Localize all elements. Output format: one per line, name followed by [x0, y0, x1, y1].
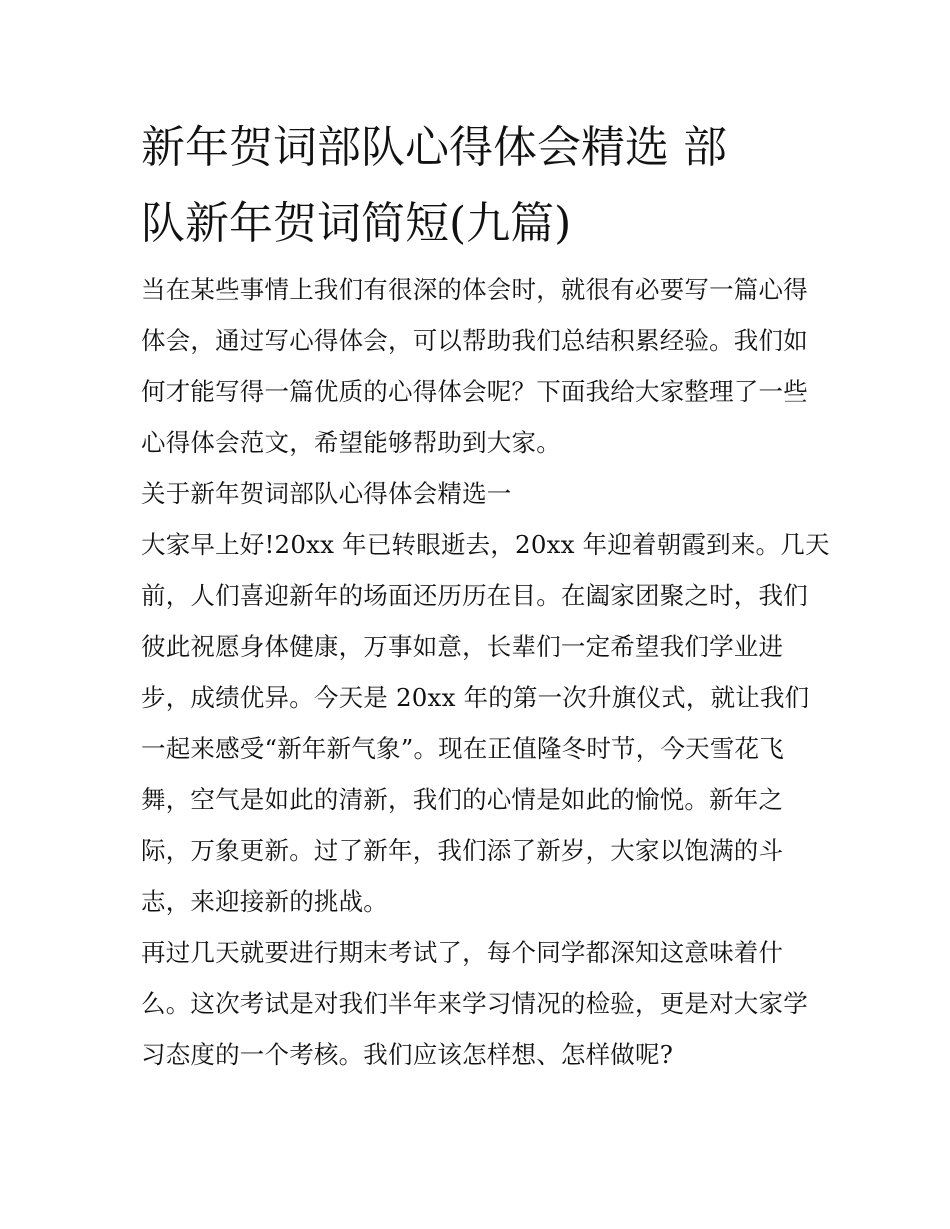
document-title: [141, 110, 813, 262]
paragraph1-line-8: 志，来迎接新的挑战。: [141, 887, 388, 916]
intro-line-3: 何才能写得一篇优质的心得体会呢？下面我给大家整理了一些: [141, 377, 808, 406]
paragraph1-line-2: 前，人们喜迎新年的场面还历历在目。在阖家团聚之时，我们: [141, 581, 808, 610]
paragraph1-line-6: 舞，空气是如此的清新，我们的心情是如此的愉悦。新年之: [141, 785, 784, 814]
intro-paragraph: [141, 264, 813, 468]
intro-line-2: 体会，通过写心得体会，可以帮助我们总结积累经验。我们如: [141, 326, 808, 355]
paragraph2-line-2: 么。这次考试是对我们半年来学习情况的检验，更是对大家学: [141, 989, 808, 1018]
body-paragraph-2: [141, 927, 813, 1080]
paragraph1-line-1: 大家早上好!20xx 年已转眼逝去，20xx 年迎着朝霞到来。几天: [141, 530, 830, 559]
paragraph2-line-3: 习态度的一个考核。我们应该怎样想、怎样做呢?: [141, 1040, 674, 1069]
title-line-2: 队新年贺词简短(九篇): [141, 198, 572, 249]
paragraph1-line-4: 步，成绩优异。今天是 20xx 年的第一次升旗仪式，就让我们: [141, 683, 810, 712]
body-paragraph-1: [141, 519, 830, 927]
intro-line-1: 当在某些事情上我们有很深的体会时，就很有必要写一篇心得: [141, 275, 808, 304]
section-heading: 关于新年贺词部队心得体会精选一: [141, 479, 512, 508]
paragraph1-line-5: 一起来感受“新年新气象”。现在正值隆冬时节，今天雪花飞: [141, 734, 784, 763]
title-line-1: 新年贺词部队心得体会精选 部: [141, 122, 727, 173]
paragraph2-line-1: 再过几天就要进行期末考试了，每个同学都深知这意味着什: [141, 938, 784, 967]
paragraph1-line-3: 彼此祝愿身体健康，万事如意，长辈们一定希望我们学业进: [141, 632, 784, 661]
paragraph1-line-7: 际，万象更新。过了新年，我们添了新岁，大家以饱满的斗: [141, 836, 784, 865]
document-page: [141, 110, 830, 1080]
intro-line-4: 心得体会范文，希望能够帮助到大家。: [141, 428, 561, 457]
